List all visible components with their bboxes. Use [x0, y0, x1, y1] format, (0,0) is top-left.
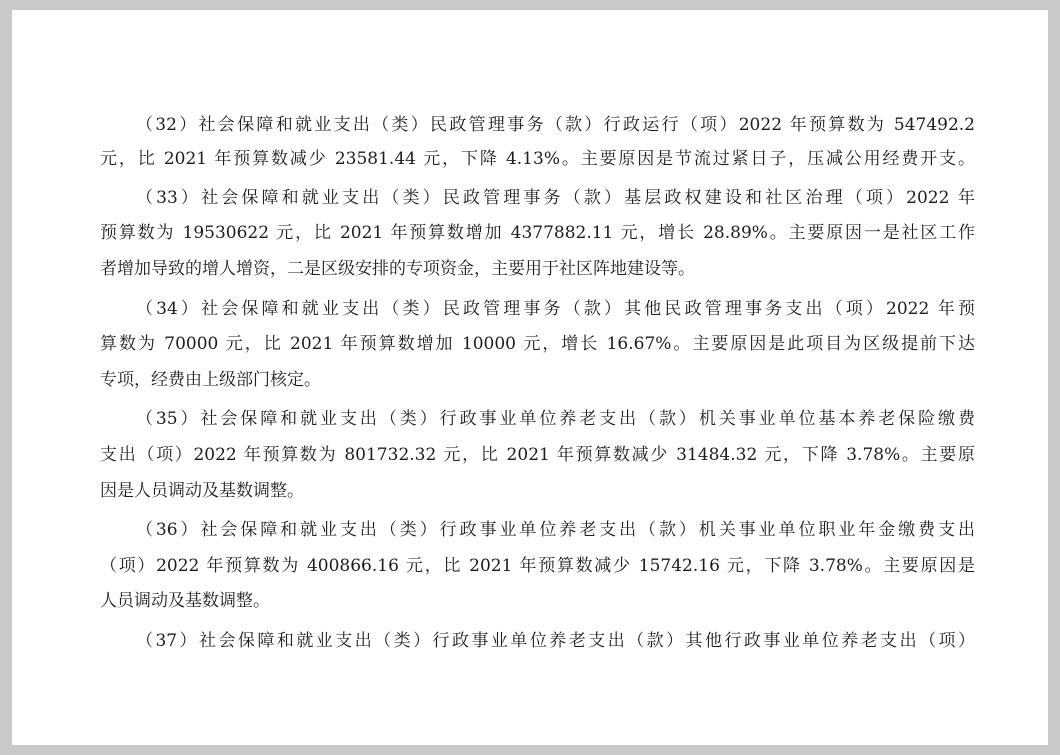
- paragraph-33-line-3: 者增加导致的增人增资，二是区级安排的专项资金，主要用于社区阵地建设等。: [100, 259, 695, 279]
- paragraph-32-line-1: （32）社会保障和就业支出（类）民政管理事务（款）行政运行（项）2022 年预算数为 547492.2: [136, 115, 975, 135]
- paragraph-35-line-3: 因是人员调动及基数调整。: [100, 481, 304, 501]
- paragraph-32-line-2: 元，比 2021 年预算数减少 23581.44 元，下降 4.13%。主要原因是节流过紧日子，压减公用经费开支。: [100, 149, 975, 169]
- paragraph-33-line-1: （33）社会保障和就业支出（类）民政管理事务（款）基层政权建设和社区治理（项）2022 年: [136, 188, 975, 208]
- paragraph-36-line-2: （项）2022 年预算数为 400866.16 元，比 2021 年预算数减少 15742.16 元，下降 3.78%。主要原因是: [100, 556, 975, 576]
- paragraph-35-line-2: 支出（项）2022 年预算数为 801732.32 元，比 2021 年预算数减少 31484.32 元，下降 3.78%。主要原: [100, 445, 975, 465]
- paragraph-34-line-1: （34）社会保障和就业支出（类）民政管理事务（款）其他民政管理事务支出（项）2022 年预: [136, 299, 975, 319]
- document-page: [12, 10, 1048, 745]
- paragraph-37-line-1: （37）社会保障和就业支出（类）行政事业单位养老支出（款）其他行政事业单位养老支出（项）: [136, 631, 975, 651]
- paragraph-34-line-3: 专项，经费由上级部门核定。: [100, 370, 321, 390]
- paragraph-36-line-3: 人员调动及基数调整。: [100, 591, 270, 611]
- paragraph-34-line-2: 算数为 70000 元，比 2021 年预算数增加 10000 元，增长 16.67%。主要原因是此项目为区级提前下达: [100, 334, 975, 354]
- paragraph-33-line-2: 预算数为 19530622 元，比 2021 年预算数增加 4377882.11 元，增长 28.89%。主要原因一是社区工作: [100, 223, 975, 243]
- paragraph-35-line-1: （35）社会保障和就业支出（类）行政事业单位养老支出（款）机关事业单位基本养老保险缴费: [136, 409, 975, 429]
- paragraph-36-line-1: （36）社会保障和就业支出（类）行政事业单位养老支出（款）机关事业单位职业年金缴费支出: [136, 520, 975, 540]
